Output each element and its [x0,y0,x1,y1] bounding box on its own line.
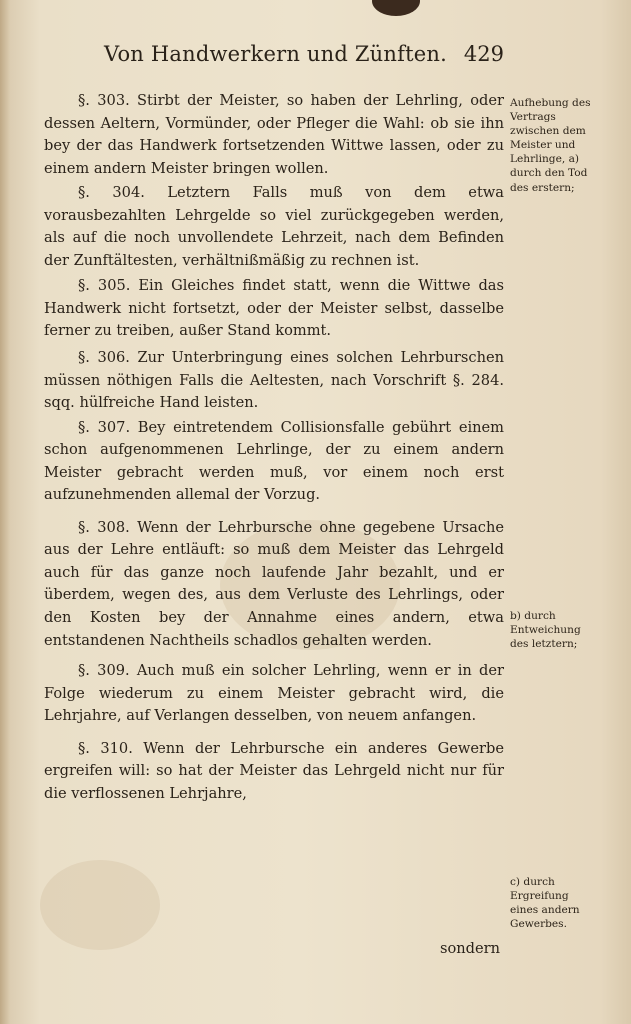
paragraph-305: §. 305. Ein Gleiches findet statt, wenn die Wittwe das Handwerk nicht fortsetzt, oder der Meister selbst, dasselbe ferner zu treiben, außer Stand kommt. [44,277,504,340]
page-number: 429 [463,42,504,66]
paragraph-304: §. 304. Letztern Falls muß von dem etwa vorausbezahlten Lehrgelde so viel zurückgegeben werden, als auf die noch unvollendete Lehrzeit, nach dem Befinden der Zunftältesten, verhältnißmäßig zu rechnen ist. [44,184,504,269]
paragraph-306: §. 306. Zur Unterbringung eines solchen Lehrburschen müssen nöthigen Falls die Aeltesten, nach Vorschrift §. 284. sqq. hülfreiche Hand leisten. [44,349,504,412]
paragraph-303: §. 303. Stirbt der Meister, so haben der Lehrling, oder dessen Aeltern, Vormünder, oder Pfleger die Wahl: ob sie ihn bey der das Handwerk fortsetzenden Wittwe lassen, oder zu einem andern Meister bringen wollen. [44,92,504,177]
paragraph-310: §. 310. Wenn der Lehrbursche ein anderes Gewerbe ergreifen will: so hat der Meister das Lehrgeld nicht nur für die verflossenen Lehrjahre, [44,739,504,802]
margin-note-dissolution: Aufhebung des Vertrags zwischen dem Meister und Lehrlinge, a) durch den Tod des erstern; [510,97,591,194]
page-header [92,40,512,76]
margin-note-escape: b) durch Entweichung des letztern; [510,610,581,651]
paragraph-308: §. 308. Wenn der Lehrbursche ohne gegebene Ursache aus der Lehre entläuft: so muß dem Meister das Lehrgeld auch für das ganze noch laufende Jahr bezahlt, und er überdem, wegen des, aus dem Verluste des Lehrlings, oder den Kosten bey der Annahme eines andern, etwa entstandenen Nachtheils schadlos gehalten werden. [44,518,504,649]
running-title: Von Handwerkern und Zünften. [104,42,447,66]
paragraph-309: §. 309. Auch muß ein solcher Lehrling, wenn er in der Folge wiederum zu einem Meister gebracht wird, die Lehrjahre, auf Verlangen desselben, von neuem anfangen. [44,662,504,725]
page-left-edge [0,0,10,1024]
paragraph-307: §. 307. Bey eintretendem Collisionsfalle gebührt einem schon aufgenommenen Lehrlinge, der zu einem andern Meister gebracht werden muß, vor einem noch erst aufzunehmenden allemal der Vorzug. [44,418,504,504]
margin-note-other-trade: c) durch Ergreifung eines andern Gewerbes. [510,876,580,931]
body-text [44,90,504,980]
catchword: sondern [439,940,500,957]
binding-mark [372,0,420,16]
